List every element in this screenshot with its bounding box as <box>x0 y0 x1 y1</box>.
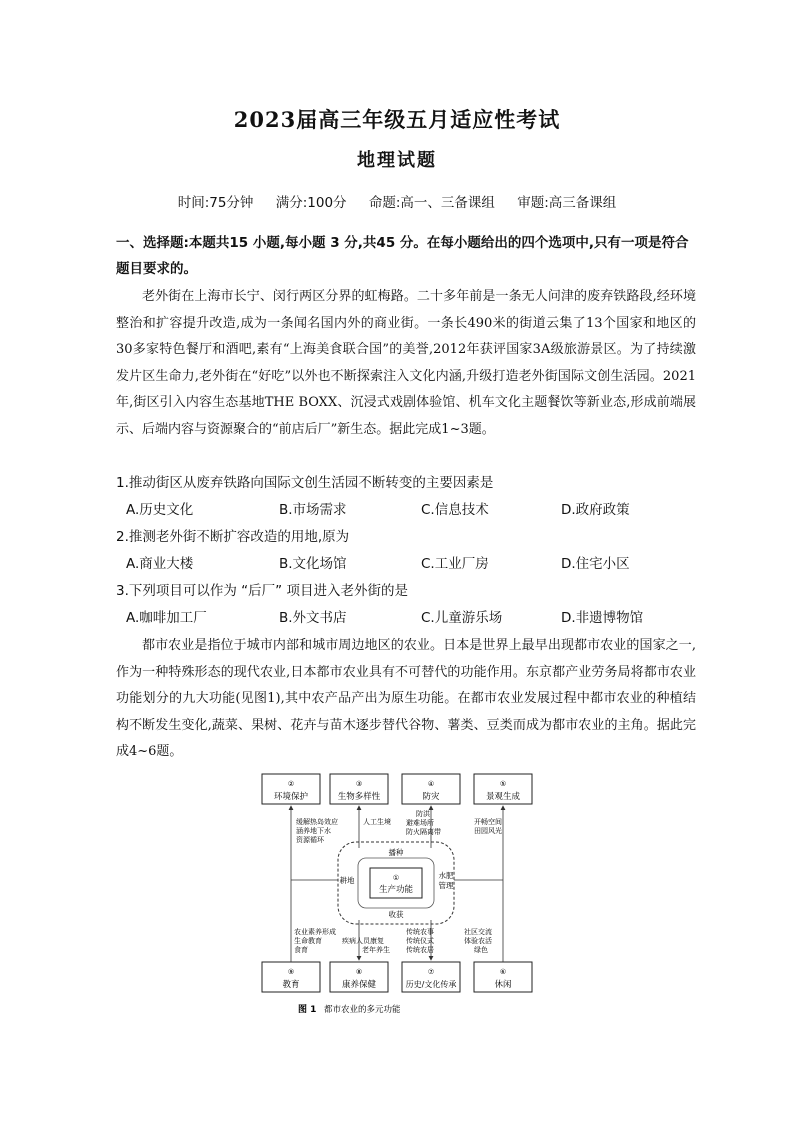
svg-text:农业素养形成: 农业素养形成 <box>294 928 336 936</box>
svg-text:人工生境: 人工生境 <box>363 818 391 826</box>
q3-option-b[interactable]: B.外文书店 <box>279 610 347 626</box>
box-disaster-prevention <box>402 774 460 804</box>
svg-text:⑨: ⑨ <box>287 968 295 976</box>
passage-2: 都市农业是指位于城市内部和城市周边地区的农业。日本是世界上最早出现都市农业的国家之一,作为一种特殊形态的现代农业,日本都市农业具有不可替代的功能作用。东京都产业劳务局将都市农业功能划分的九大功能(见图1),其中农产品产出为原生功能。在都市农业发展过程中都市农业的种植结构不断发生变化,蔬菜、果树、花卉与苗木逐步替代谷物、薯类、豆类而成为都市农业的主角。据此完成4~6题。 <box>116 638 696 759</box>
cycle-sowing: 播种 <box>388 848 404 857</box>
svg-text:⑦: ⑦ <box>427 968 435 976</box>
q3-option-d[interactable]: D.非遗博物馆 <box>561 610 644 626</box>
question-2-stem: 2.推测老外街不断扩容改造的用地,原为 <box>116 529 350 545</box>
note-leisure <box>464 927 492 954</box>
exam-title: 2023届高三年级五月适应性考试 <box>233 107 561 132</box>
svg-text:缓解热岛效应: 缓解热岛效应 <box>296 818 338 826</box>
box-production <box>370 868 422 898</box>
svg-text:环境保护: 环境保护 <box>273 792 309 802</box>
subject-title: 地理试题 <box>357 150 437 171</box>
cycle-water-1: 水肥 <box>438 871 454 880</box>
svg-text:防灾: 防灾 <box>422 792 440 802</box>
meta-score: 满分:100分 <box>275 195 347 211</box>
box-biodiversity <box>330 774 388 804</box>
svg-text:⑥: ⑥ <box>499 968 507 976</box>
q2-option-a[interactable]: A.商业大楼 <box>126 556 194 572</box>
svg-text:避难场所: 避难场所 <box>406 819 434 827</box>
svg-text:生产功能: 生产功能 <box>378 885 414 895</box>
svg-text:⑧: ⑧ <box>355 968 363 976</box>
svg-text:疾病人员康复: 疾病人员康复 <box>342 937 384 945</box>
figure-caption: 都市农业的多元功能 <box>324 1005 401 1015</box>
svg-text:传统农居: 传统农居 <box>406 946 434 954</box>
svg-text:涵养地下水: 涵养地下水 <box>296 827 331 835</box>
figure-caption-number: 图 1 <box>298 1005 317 1015</box>
svg-text:老年养生: 老年养生 <box>362 946 390 954</box>
q2-option-b[interactable]: B.文化场馆 <box>279 556 347 572</box>
q1-option-b[interactable]: B.市场需求 <box>279 502 347 518</box>
svg-text:传统仪式: 传统仪式 <box>406 937 434 945</box>
meta-reviewer: 审题:高三备课组 <box>517 195 617 211</box>
q1-option-a[interactable]: A.历史文化 <box>126 502 194 518</box>
svg-text:③: ③ <box>355 780 363 788</box>
meta-author: 命题:高一、三备课组 <box>368 195 495 211</box>
figure-1-diagram <box>258 770 538 1018</box>
note-landscape <box>474 817 502 835</box>
note-health <box>342 936 390 954</box>
svg-text:景观生成: 景观生成 <box>485 792 521 802</box>
q2-option-c[interactable]: C.工业厂房 <box>421 556 489 572</box>
q1-option-c[interactable]: C.信息技术 <box>421 502 489 518</box>
svg-text:⑤: ⑤ <box>499 780 507 788</box>
svg-text:防火隔离带: 防火隔离带 <box>406 828 441 836</box>
svg-text:体验农活: 体验农活 <box>464 937 492 945</box>
note-bio <box>363 817 391 826</box>
cycle-water-2: 管理 <box>438 881 454 890</box>
svg-text:开畅空间: 开畅空间 <box>474 818 502 826</box>
note-education <box>294 927 336 954</box>
svg-text:历史/文化传承: 历史/文化传承 <box>405 980 457 989</box>
box-landscape <box>474 774 532 804</box>
passage-1: 老外街在上海市长宁、闵行两区分界的虹梅路。二十多年前是一条无人问津的废弃铁路段,经环境整治和扩容提升改造,成为一条闻名国内外的商业街。一条长490米的街道云集了13个国家和地区的30多家特色餐厅和酒吧,素有“上海美食联合国”的美誉,2012年获评国家3A级旅游景区。为了持续激发片区生命力,老外街在“好吃”以外也不断探索注入文化内涵,升级打造老外街国际文创生活园。2021年,街区引入内容生态基地THE BOXX、沉浸式戏剧体验馆、机车文化主题餐饮等新业态,形成前端展示、后端内容与资源聚合的“前店后厂”新生态。据此完成1~3题。 <box>116 289 696 437</box>
svg-text:食育: 食育 <box>294 946 308 954</box>
figure-1 <box>258 770 538 1018</box>
q1-option-d[interactable]: D.政府政策 <box>561 502 630 518</box>
q3-option-c[interactable]: C.儿童游乐场 <box>421 610 503 626</box>
svg-text:社区交流: 社区交流 <box>464 928 492 936</box>
q3-option-a[interactable]: A.咖啡加工厂 <box>126 610 207 626</box>
meta-time: 时间:75分钟 <box>177 195 254 211</box>
box-heritage <box>402 962 460 992</box>
svg-text:康养保健: 康养保健 <box>341 980 377 990</box>
svg-text:休闲: 休闲 <box>494 980 512 990</box>
svg-text:教育: 教育 <box>282 980 300 990</box>
cycle-tillage: 耕地 <box>339 876 355 885</box>
exam-meta <box>0 191 794 211</box>
cycle-harvest: 收获 <box>388 910 404 919</box>
svg-text:绿色: 绿色 <box>474 946 488 954</box>
svg-text:④: ④ <box>427 780 435 788</box>
question-1-stem: 1.推动街区从废弃铁路向国际文创生活园不断转变的主要因素是 <box>116 475 494 491</box>
svg-text:传统农事: 传统农事 <box>406 928 434 936</box>
box-environment <box>262 774 320 804</box>
note-disaster <box>406 809 441 836</box>
svg-text:防洪: 防洪 <box>416 810 430 818</box>
svg-text:田园风光: 田园风光 <box>474 827 502 835</box>
box-leisure <box>474 962 532 992</box>
box-health <box>330 962 388 992</box>
svg-text:①: ① <box>392 874 400 882</box>
svg-text:②: ② <box>287 780 295 788</box>
q2-option-d[interactable]: D.住宅小区 <box>561 556 630 572</box>
note-heritage <box>406 927 434 954</box>
box-education <box>262 962 320 992</box>
question-3-stem: 3.下列项目可以作为 “后厂” 项目进入老外街的是 <box>116 583 408 599</box>
svg-text:生物多样性: 生物多样性 <box>337 792 381 802</box>
svg-text:资源循环: 资源循环 <box>296 836 324 844</box>
section-heading: 一、选择题:本题共15 小题,每小题 3 分,共45 分。在每小题给出的四个选项中,只有一项是符合题目要求的。 <box>116 235 689 277</box>
note-env <box>296 817 338 844</box>
svg-text:生命教育: 生命教育 <box>294 937 322 945</box>
